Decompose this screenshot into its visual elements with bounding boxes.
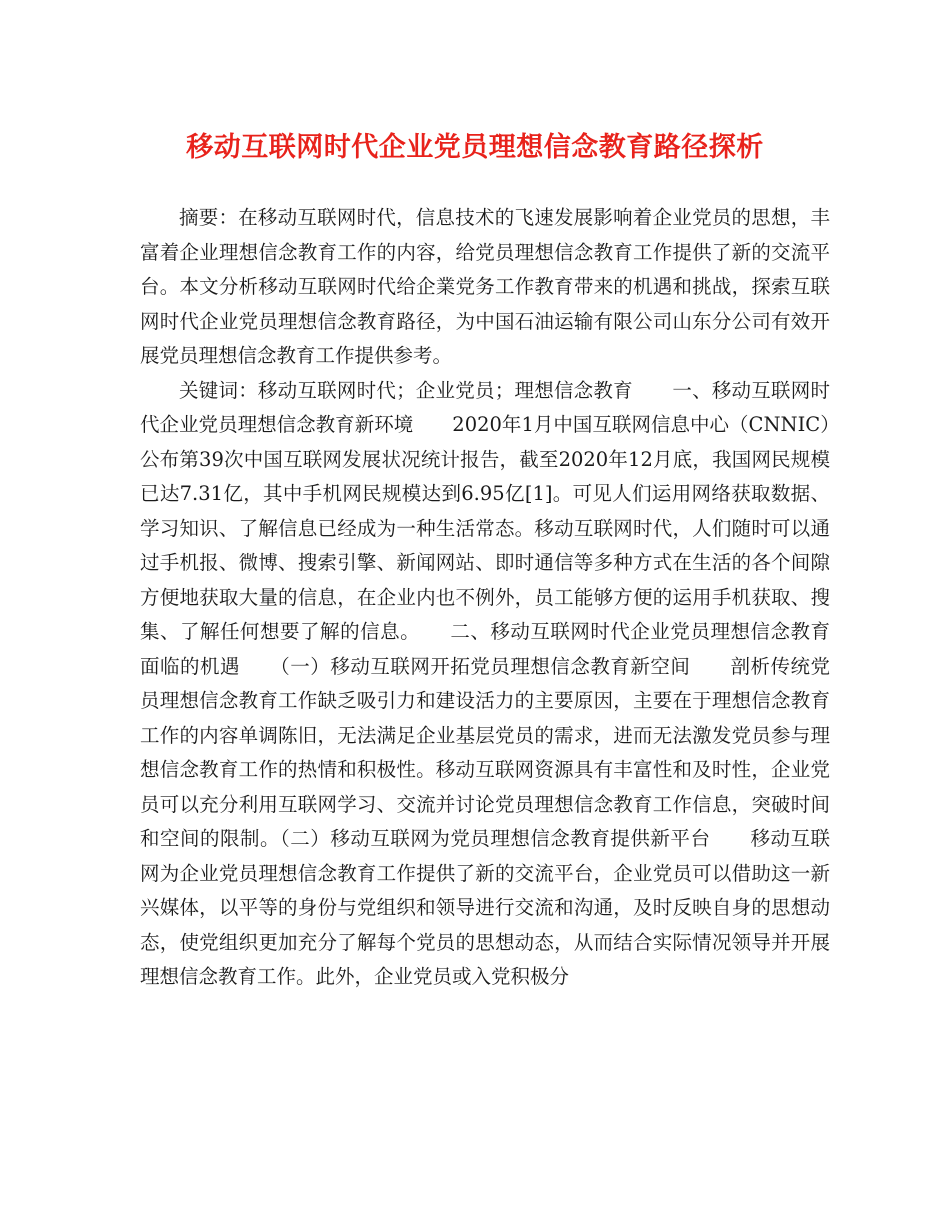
main-paragraph: 关键词：移动互联网时代；企业党员；理想信念教育 一、移动互联网时代企业党员理想信念教育新环境 2020年1月中国互联网信息中心（CNNIC）公布第39次中国互联网发展状况统计报告，截至2020年12月底，我国网民规模已达7.31亿，其中手机网民规模达到6.95亿[1]。可见人们运用网络获取数据、学习知识、了解信息已经成为一种生活常态。移动互联网时代，人们随时可以通过手机报、微博、搜索引擎、新闻网站、即时通信等多种方式在生活的各个间隙方便地获取大量的信息，在企业内也不例外，员工能够方便的运用手机获取、搜集、了解任何想要了解的信息。 二、移动互联网时代企业党员理想信念教育面临的机遇 （一）移动互联网开拓党员理想信念教育新空间 剖析传统党员理想信念教育工作缺乏吸引力和建设活力的主要原因，主要在于理想信念教育工作的内容单调陈旧，无法满足企业基层党员的需求，进而无法激发党员参与理想信念教育工作的热情和积极性。移动互联网资源具有丰富性和及时性，企业党员可以充分利用互联网学习、交流并讨论党员理想信念教育工作信息，突破时间和空间的限制。（二）移动互联网为党员理想信念教育提供新平台 移动互联网为企业党员理想信念教育工作提供了新的交流平台，企业党员可以借助这一新兴媒体，以平等的身份与党组织和领导进行交流和沟通，及时反映自身的思想动态，使党组织更加充分了解每个党员的思想动态，从而结合实际情况领导并开展理想信念教育工作。此外，企业党员或入党积极分 <box>140 378 830 988</box>
abstract-paragraph: 摘要：在移动互联网时代，信息技术的飞速发展影响着企业党员的思想，丰富着企业理想信念教育工作的内容，给党员理想信念教育工作提供了新的交流平台。本文分析移动互联网时代给企業党务工作教育带来的机遇和挑战，探索互联网时代企业党员理想信念教育路径，为中国石油运输有限公司山东分公司有效开展党员理想信念教育工作提供参考。 <box>140 206 830 367</box>
page-title: 移动互联网时代企业党员理想信念教育路径探析 <box>186 132 764 163</box>
document-body <box>140 201 830 995</box>
